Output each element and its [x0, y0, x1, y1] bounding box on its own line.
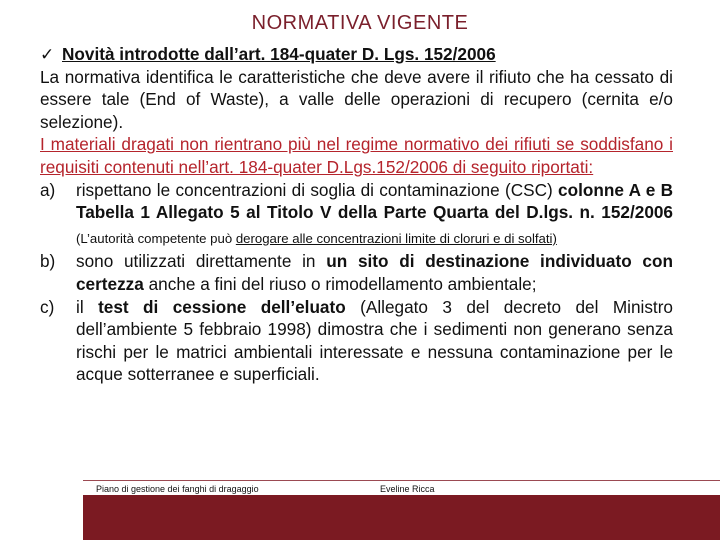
paragraph-1: La normativa identifica le caratteristiche che deve avere il rifiuto che ha cessato di essere tale (End of Waste), a valle delle operazioni di recupero (cernita e/o selezione).: [40, 66, 673, 132]
footer: [0, 480, 720, 540]
item-b-bold: un sito di destinazione individuato con certezza: [76, 251, 673, 294]
footer-bar: [0, 495, 720, 540]
list-item-c: [40, 296, 673, 386]
list-item-text: [76, 179, 673, 251]
item-a-note-underlined: derogare alle concentrazioni limite di cloruri e di solfati): [235, 230, 557, 246]
list-label: a): [40, 179, 56, 200]
list-label: c): [40, 296, 55, 317]
item-a-text: rispettano le concentrazioni di soglia di contaminazione (CSC): [76, 179, 559, 200]
item-b-text-2: anche a fini del riuso o rimodellamento ambientale;: [143, 273, 537, 294]
list-item-b: [40, 250, 673, 295]
item-c-bold: test di cessione dell’eluato: [98, 296, 346, 317]
list-item-text: [76, 250, 673, 295]
slide-content: [40, 43, 673, 386]
list-label: b): [40, 251, 56, 272]
slide-title: NORMATIVA VIGENTE: [251, 12, 469, 34]
item-a-bold: colonne A e B Tabella 1 Allegato 5 al Titolo V della Parte Quarta del D.lgs. n. 152/2006: [76, 179, 673, 223]
list-item-a: [40, 179, 673, 251]
footer-author: Eveline Ricca: [380, 484, 435, 494]
list-item-text: [76, 296, 673, 386]
item-a-note: (L’autorità competente può: [76, 230, 236, 246]
check-line-text: Novità introdotte dall’art. 184-quater D. Lgs. 152/2006: [62, 44, 496, 64]
footer-left-block: [0, 480, 83, 540]
check-line: [40, 43, 673, 66]
item-b-text-1: sono utilizzati direttamente in: [76, 251, 327, 272]
item-c-text-2: (Allegato 3 del decreto del Ministro dell’ambiente 5 febbraio 1998) dimostra che i sedimenti non generano senza rischi per le matrici ambientali interessate e nessuna contaminazione per le acque sotterranee e superficiali.: [76, 296, 673, 385]
footer-presentation-title: Piano di gestione dei fanghi di dragaggio: [96, 484, 259, 494]
paragraph-2-highlight: I materiali dragati non rientrano più nel regime normativo dei rifiuti se soddisfano i requisiti contenuti nell’art. 184-quater D.Lgs.152/2006 di seguito riportati:: [40, 134, 673, 177]
checkmark-icon: ✓: [40, 44, 55, 64]
footer-divider: [83, 480, 720, 481]
item-c-text-1: il: [76, 296, 99, 317]
